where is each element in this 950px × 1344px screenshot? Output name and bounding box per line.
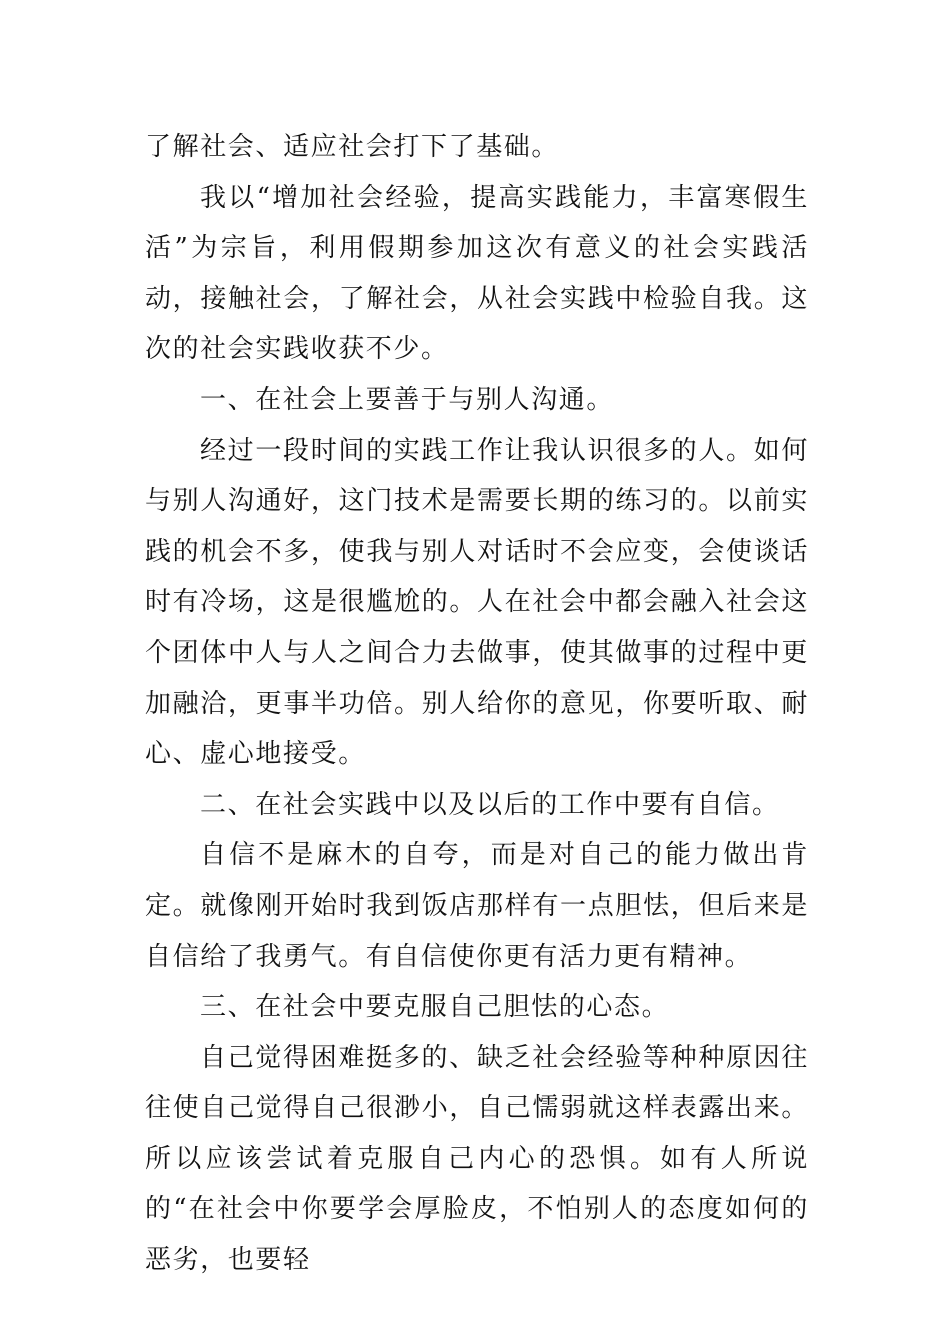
paragraph-3: 经过一段时间的实践工作让我认识很多的人。如何与别人沟通好，这门技术是需要长期的练习的。以前实践的机会不多，使我与别人对话时不会应变，会使谈话时有冷场，这是很尴尬的。人在社会中都会融入社会这个团体中人与人之间合力去做事，使其做事的过程中更加融洽，更事半功倍。别人给你的意见，你要听取、耐心、虚心地接受。 bbox=[145, 435, 809, 770]
paragraph-2: 我以“增加社会经验，提高实践能力，丰富寒假生活”为宗旨，利用假期参加这次有意义的社会实践活动，接触社会，了解社会，从社会实践中检验自我。这次的社会实践收获不少。 bbox=[145, 182, 809, 365]
paragraph-4: 自信不是麻木的自夸，而是对自己的能力做出肯定。就像刚开始时我到饭店那样有一点胆怯，但后来是自信给了我勇气。有自信使你更有活力更有精神。 bbox=[145, 840, 809, 972]
paragraph-1: 了解社会、适应社会打下了基础。 bbox=[145, 132, 560, 162]
document-body bbox=[145, 122, 809, 1286]
heading-2: 二、在社会实践中以及以后的工作中要有自信。 bbox=[200, 789, 780, 820]
paragraph-5: 自己觉得困难挺多的、缺乏社会经验等种种原因往往使自己觉得自己很渺小，自己懦弱就这样表露出来。所以应该尝试着克服自己内心的恐惧。如有人所说的“在社会中你要学会厚脸皮，不怕别人的态度如何的恶劣，也要轻 bbox=[145, 1042, 809, 1276]
heading-1: 一、在社会上要善于与别人沟通。 bbox=[200, 384, 615, 415]
heading-3: 三、在社会中要克服自己胆怯的心态。 bbox=[200, 992, 670, 1023]
